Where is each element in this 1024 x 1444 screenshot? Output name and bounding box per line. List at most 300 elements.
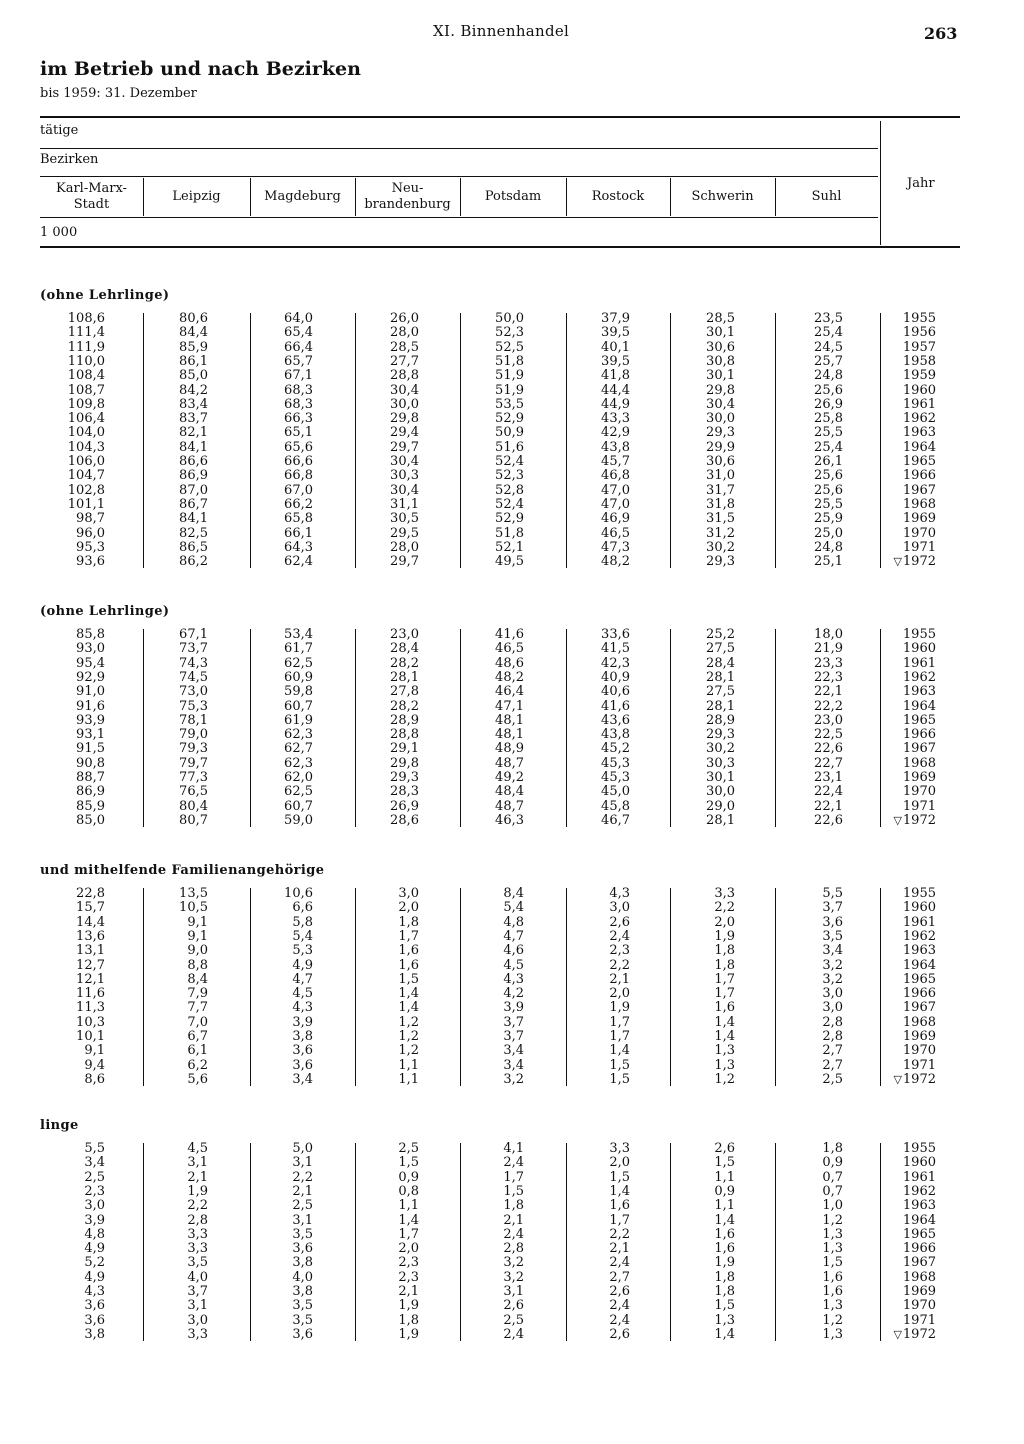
table-cell: 85,9 — [76, 798, 105, 814]
year-cell: 1970 — [902, 1043, 936, 1059]
table-cell: 37,9 — [601, 311, 630, 326]
table-cell: 27,5 — [706, 684, 735, 700]
header-unit: 1 000 — [40, 225, 78, 240]
table-cell: 24,8 — [814, 368, 843, 384]
table-cell: 1,8 — [398, 914, 419, 930]
table-row — [0, 657, 1024, 671]
table-cell: 1,2 — [714, 1071, 735, 1087]
table-row — [0, 714, 1024, 728]
table-cell: 28,2 — [390, 655, 419, 671]
table-cell: 2,0 — [609, 1155, 630, 1171]
table-cell: 3,0 — [84, 1198, 105, 1214]
table-cell: 25,4 — [814, 325, 843, 341]
table-cell: 53,5 — [495, 396, 524, 412]
table-cell: 3,0 — [609, 900, 630, 916]
table-row — [0, 1199, 1024, 1213]
table-cell: 43,3 — [601, 411, 630, 427]
table-row — [0, 1299, 1024, 1313]
table-cell: 8,6 — [84, 1071, 105, 1087]
table-cell: 104,7 — [67, 468, 105, 484]
table-cell: 52,8 — [495, 482, 524, 498]
table-row — [0, 800, 1024, 814]
table-cell: 28,1 — [706, 812, 735, 828]
table-cell: 86,1 — [179, 353, 208, 369]
table-cell: 1,2 — [822, 1312, 843, 1328]
year-cell: 1968 — [902, 1014, 936, 1030]
table-cell: 30,3 — [390, 468, 419, 484]
preliminary-marker-icon: ▽ — [893, 555, 902, 569]
table-cell: 3,4 — [84, 1155, 105, 1171]
table-cell: 30,2 — [706, 539, 735, 555]
table-cell: 29,3 — [390, 770, 419, 785]
table-cell: 51,8 — [495, 525, 524, 541]
table-cell: 5,4 — [292, 928, 313, 944]
table-row — [0, 384, 1024, 398]
table-cell: 1,7 — [609, 1212, 630, 1228]
table-cell: 60,7 — [284, 698, 313, 714]
table-cell: 30,1 — [706, 368, 735, 384]
table-cell: 40,6 — [601, 684, 630, 700]
table-cell: 18,0 — [814, 627, 843, 642]
table-row — [0, 441, 1024, 455]
table-row — [0, 1171, 1024, 1185]
table-cell: 75,3 — [179, 698, 208, 714]
table-cell: 1,7 — [714, 971, 735, 987]
table-cell: 48,4 — [495, 784, 524, 800]
table-cell: 1,2 — [398, 1043, 419, 1059]
table-cell: 31,0 — [706, 468, 735, 484]
table-cell: 90,8 — [76, 755, 105, 771]
table-cell: 48,9 — [495, 741, 524, 757]
table-cell: 80,6 — [179, 311, 208, 326]
table-cell: 62,5 — [284, 784, 313, 800]
table-cell: 42,9 — [601, 425, 630, 441]
table-cell: 1,8 — [714, 943, 735, 959]
table-cell: 42,3 — [601, 655, 630, 671]
table-cell: 1,9 — [398, 1326, 419, 1342]
table-cell: 2,1 — [187, 1169, 208, 1185]
table-cell: 3,6 — [292, 1043, 313, 1059]
table-cell: 1,6 — [822, 1284, 843, 1299]
table-cell: 14,4 — [76, 914, 105, 930]
table-cell: 2,2 — [292, 1169, 313, 1185]
table-cell: 1,3 — [822, 1226, 843, 1242]
table-cell: 104,3 — [67, 439, 105, 455]
table-cell: 2,1 — [609, 971, 630, 987]
table-cell: 67,1 — [179, 627, 208, 642]
table-cell: 48,1 — [495, 712, 524, 728]
year-cell: 1955 — [902, 886, 936, 901]
table-cell: 84,4 — [179, 325, 208, 341]
table-row — [0, 1242, 1024, 1256]
table-row — [0, 916, 1024, 930]
table-cell: 5,0 — [292, 1141, 313, 1156]
table-cell: 46,3 — [495, 812, 524, 828]
table-cell: 51,6 — [495, 439, 524, 455]
table-row — [0, 1214, 1024, 1228]
table-cell: 3,6 — [822, 914, 843, 930]
table-row — [0, 771, 1024, 785]
table-cell: 1,8 — [714, 957, 735, 973]
table-cell: 78,1 — [179, 712, 208, 728]
table-cell: 2,5 — [822, 1071, 843, 1087]
table-cell: 52,3 — [495, 468, 524, 484]
table-cell: 3,0 — [822, 1000, 843, 1016]
table-cell: 45,3 — [601, 755, 630, 771]
table-cell: 1,7 — [609, 1029, 630, 1044]
table-cell: 4,0 — [292, 1269, 313, 1285]
year-cell: 1971 — [902, 539, 936, 555]
table-cell: 1,1 — [714, 1169, 735, 1185]
table-cell: 22,8 — [76, 886, 105, 901]
table-cell: 1,9 — [714, 1255, 735, 1271]
table-cell: 4,8 — [503, 914, 524, 930]
table-cell: 106,0 — [67, 454, 105, 469]
table-cell: 30,2 — [706, 741, 735, 757]
table-cell: 3,4 — [503, 1057, 524, 1073]
header-year: Jahr — [907, 176, 935, 191]
table-cell: 76,5 — [179, 784, 208, 800]
table-cell: 1,5 — [609, 1071, 630, 1087]
table-cell: 1,4 — [714, 1326, 735, 1342]
table-cell: 29,1 — [390, 741, 419, 757]
year-cell: 1955 — [902, 311, 936, 326]
table-cell: 59,0 — [284, 812, 313, 828]
table-cell: 40,1 — [601, 339, 630, 355]
table-cell: 0,7 — [822, 1183, 843, 1199]
table-cell: 45,3 — [601, 770, 630, 785]
table-cell: 61,9 — [284, 712, 313, 728]
table-cell: 5,6 — [187, 1071, 208, 1087]
table-row — [0, 628, 1024, 642]
table-cell: 29,8 — [390, 755, 419, 771]
table-cell: 24,8 — [814, 539, 843, 555]
table-cell: 3,7 — [822, 900, 843, 916]
table-cell: 29,3 — [706, 727, 735, 743]
table-cell: 66,1 — [284, 525, 313, 541]
table-cell: 1,1 — [398, 1071, 419, 1087]
table-cell: 31,8 — [706, 496, 735, 512]
year-cell: 1963 — [902, 943, 936, 959]
table-cell: 26,0 — [390, 311, 419, 326]
table-cell: 2,2 — [714, 900, 735, 916]
table-cell: 65,6 — [284, 439, 313, 455]
column-header: Leipzig — [172, 189, 221, 204]
table-cell: 45,8 — [601, 798, 630, 814]
table-cell: 2,6 — [503, 1298, 524, 1314]
table-cell: 65,8 — [284, 511, 313, 527]
table-cell: 28,4 — [390, 641, 419, 657]
table-cell: 25,6 — [814, 382, 843, 398]
year-cell: 1967 — [902, 741, 936, 757]
table-cell: 4,6 — [503, 943, 524, 959]
table-cell: 2,1 — [292, 1183, 313, 1199]
table-cell: 96,0 — [76, 525, 105, 541]
table-cell: 1,6 — [714, 1241, 735, 1257]
year-cell: 1962 — [902, 928, 936, 944]
table-cell: 2,3 — [398, 1255, 419, 1271]
table-cell: 5,5 — [84, 1141, 105, 1156]
table-row — [0, 944, 1024, 958]
year-cell: 1968 — [902, 496, 936, 512]
table-row — [0, 1044, 1024, 1058]
table-cell: 68,3 — [284, 382, 313, 398]
header-label-bezirken: Bezirken — [40, 152, 99, 167]
table-cell: 3,5 — [292, 1226, 313, 1242]
table-cell: 28,3 — [390, 784, 419, 800]
table-cell: 2,8 — [822, 1029, 843, 1044]
table-cell: 52,9 — [495, 411, 524, 427]
table-cell: 2,8 — [503, 1241, 524, 1257]
year-cell: ▽1972 — [893, 1071, 936, 1087]
table-cell: 108,6 — [67, 311, 105, 326]
year-cell: ▽1972 — [893, 1326, 936, 1342]
table-cell: 3,8 — [292, 1284, 313, 1299]
table-row — [0, 1256, 1024, 1270]
table-row — [0, 1059, 1024, 1073]
table-cell: 2,2 — [609, 957, 630, 973]
table-cell: 1,1 — [398, 1198, 419, 1214]
year-cell: 1965 — [902, 1226, 936, 1242]
table-cell: 2,4 — [609, 928, 630, 944]
section-title: (ohne Lehrlinge) — [40, 604, 170, 619]
table-cell: 25,8 — [814, 411, 843, 427]
table-cell: 29,7 — [390, 439, 419, 455]
table-cell: 26,1 — [814, 454, 843, 469]
table-cell: 22,2 — [814, 698, 843, 714]
table-cell: 3,6 — [292, 1057, 313, 1073]
table-cell: 2,7 — [822, 1043, 843, 1059]
header-top-rule — [40, 116, 960, 118]
table-cell: 27,5 — [706, 641, 735, 657]
table-cell: 52,1 — [495, 539, 524, 555]
header-bottom-rule — [40, 246, 960, 248]
table-cell: 2,0 — [398, 900, 419, 916]
table-cell: 30,3 — [706, 755, 735, 771]
table-cell: 62,7 — [284, 741, 313, 757]
table-cell: 6,7 — [187, 1029, 208, 1044]
table-row — [0, 887, 1024, 901]
table-cell: 21,9 — [814, 641, 843, 657]
table-cell: 3,3 — [609, 1141, 630, 1156]
table-cell: 93,9 — [76, 712, 105, 728]
table-cell: 26,9 — [814, 396, 843, 412]
table-cell: 53,4 — [284, 627, 313, 642]
table-cell: 1,8 — [398, 1312, 419, 1328]
table-cell: 3,6 — [84, 1298, 105, 1314]
table-cell: 2,0 — [609, 986, 630, 1002]
table-cell: 3,4 — [292, 1071, 313, 1087]
year-cell: 1968 — [902, 755, 936, 771]
table-cell: 3,9 — [292, 1014, 313, 1030]
header-label-taetige: tätige — [40, 123, 79, 138]
table-cell: 4,1 — [503, 1141, 524, 1156]
table-cell: 3,0 — [398, 886, 419, 901]
table-cell: 3,8 — [292, 1029, 313, 1044]
table-cell: 23,5 — [814, 311, 843, 326]
table-cell: 50,9 — [495, 425, 524, 441]
table-cell: 28,2 — [390, 698, 419, 714]
table-cell: 93,0 — [76, 641, 105, 657]
table-cell: 31,7 — [706, 482, 735, 498]
table-cell: 52,5 — [495, 339, 524, 355]
table-cell: 3,3 — [714, 886, 735, 901]
table-cell: 86,7 — [179, 496, 208, 512]
table-cell: 28,9 — [390, 712, 419, 728]
table-row — [0, 973, 1024, 987]
table-row — [0, 728, 1024, 742]
table-cell: 15,7 — [76, 900, 105, 916]
table-cell: 28,9 — [706, 712, 735, 728]
table-cell: 25,5 — [814, 496, 843, 512]
table-cell: 10,3 — [76, 1014, 105, 1030]
table-cell: 108,4 — [67, 368, 105, 384]
table-cell: 43,8 — [601, 439, 630, 455]
table-cell: 2,0 — [398, 1241, 419, 1257]
table-cell: 5,5 — [822, 886, 843, 901]
year-cell: 1964 — [902, 1212, 936, 1228]
table-cell: 12,7 — [76, 957, 105, 973]
table-cell: 3,1 — [292, 1212, 313, 1228]
table-cell: 41,5 — [601, 641, 630, 657]
year-cell: 1960 — [902, 382, 936, 398]
table-cell: 65,7 — [284, 353, 313, 369]
table-cell: 6,6 — [292, 900, 313, 916]
table-cell: 30,4 — [390, 382, 419, 398]
table-cell: 3,5 — [292, 1312, 313, 1328]
table-row — [0, 685, 1024, 699]
table-cell: 25,6 — [814, 482, 843, 498]
table-cell: 6,2 — [187, 1057, 208, 1073]
table-cell: 9,1 — [187, 928, 208, 944]
table-cell: 31,5 — [706, 511, 735, 527]
column-header: Neu- brandenburg — [364, 181, 451, 212]
year-cell: 1961 — [902, 1169, 936, 1185]
table-cell: 1,3 — [822, 1326, 843, 1342]
table-cell: 1,8 — [822, 1141, 843, 1156]
table-cell: 3,9 — [503, 1000, 524, 1016]
table-cell: 27,8 — [390, 684, 419, 700]
table-cell: 2,8 — [187, 1212, 208, 1228]
table-row — [0, 455, 1024, 469]
table-cell: 40,9 — [601, 669, 630, 685]
table-cell: 4,3 — [292, 1000, 313, 1016]
table-cell: 2,6 — [609, 1284, 630, 1299]
table-cell: 0,9 — [822, 1155, 843, 1171]
table-cell: 82,1 — [179, 425, 208, 441]
table-cell: 0,8 — [398, 1183, 419, 1199]
table-cell: 30,5 — [390, 511, 419, 527]
table-cell: 45,7 — [601, 454, 630, 469]
table-cell: 23,3 — [814, 655, 843, 671]
year-cell: 1963 — [902, 425, 936, 441]
table-cell: 77,3 — [179, 770, 208, 785]
year-cell: 1963 — [902, 684, 936, 700]
table-cell: 2,6 — [609, 914, 630, 930]
table-cell: 41,6 — [495, 627, 524, 642]
table-cell: 30,1 — [706, 325, 735, 341]
table-row — [0, 512, 1024, 526]
table-cell: 2,3 — [84, 1183, 105, 1199]
table-cell: 1,4 — [714, 1212, 735, 1228]
table-cell: 23,0 — [390, 627, 419, 642]
column-header-divider — [566, 178, 567, 216]
table-row — [0, 1285, 1024, 1299]
table-cell: 7,0 — [187, 1014, 208, 1030]
year-cell: 1970 — [902, 784, 936, 800]
table-cell: 4,9 — [292, 957, 313, 973]
table-cell: 110,0 — [67, 353, 105, 369]
table-cell: 0,7 — [822, 1169, 843, 1185]
table-cell: 1,5 — [609, 1169, 630, 1185]
table-cell: 4,7 — [292, 971, 313, 987]
table-cell: 22,4 — [814, 784, 843, 800]
table-cell: 1,6 — [398, 943, 419, 959]
table-cell: 46,9 — [601, 511, 630, 527]
year-cell: 1969 — [902, 770, 936, 785]
table-cell: 3,7 — [187, 1284, 208, 1299]
table-cell: 1,4 — [398, 1000, 419, 1016]
table-row — [0, 1142, 1024, 1156]
table-cell: 3,1 — [187, 1155, 208, 1171]
year-cell: 1963 — [902, 1198, 936, 1214]
table-row — [0, 1073, 1024, 1087]
table-cell: 5,4 — [503, 900, 524, 916]
table-cell: 62,3 — [284, 755, 313, 771]
table-cell: 3,3 — [187, 1226, 208, 1242]
table-cell: 60,9 — [284, 669, 313, 685]
table-cell: 86,9 — [76, 784, 105, 800]
table-cell: 104,0 — [67, 425, 105, 441]
table-cell: 30,6 — [706, 454, 735, 469]
table-cell: 1,3 — [714, 1312, 735, 1328]
table-cell: 28,0 — [390, 539, 419, 555]
table-cell: 28,1 — [706, 698, 735, 714]
table-cell: 30,4 — [390, 482, 419, 498]
table-cell: 11,6 — [76, 986, 105, 1002]
year-cell: 1968 — [902, 1269, 936, 1285]
header-rule — [40, 217, 878, 218]
table-cell: 1,0 — [822, 1198, 843, 1214]
table-cell: 80,4 — [179, 798, 208, 814]
year-cell: 1959 — [902, 368, 936, 384]
table-cell: 66,2 — [284, 496, 313, 512]
column-header: Suhl — [811, 189, 842, 204]
year-cell: 1955 — [902, 627, 936, 642]
table-cell: 1,5 — [714, 1298, 735, 1314]
table-cell: 33,6 — [601, 627, 630, 642]
table-cell: 86,5 — [179, 539, 208, 555]
table-cell: 47,0 — [601, 482, 630, 498]
table-cell: 43,8 — [601, 727, 630, 743]
table-cell: 4,0 — [187, 1269, 208, 1285]
table-row — [0, 469, 1024, 483]
table-cell: 2,5 — [292, 1198, 313, 1214]
table-cell: 2,4 — [503, 1226, 524, 1242]
table-row — [0, 369, 1024, 383]
table-cell: 25,6 — [814, 468, 843, 484]
table-row — [0, 341, 1024, 355]
table-cell: 2,0 — [714, 914, 735, 930]
table-cell: 1,5 — [398, 971, 419, 987]
table-cell: 1,3 — [822, 1298, 843, 1314]
header-rule — [40, 148, 878, 149]
table-row — [0, 757, 1024, 771]
year-cell: 1962 — [902, 1183, 936, 1199]
table-cell: 27,7 — [390, 353, 419, 369]
table-cell: 47,3 — [601, 539, 630, 555]
table-cell: 86,9 — [179, 468, 208, 484]
